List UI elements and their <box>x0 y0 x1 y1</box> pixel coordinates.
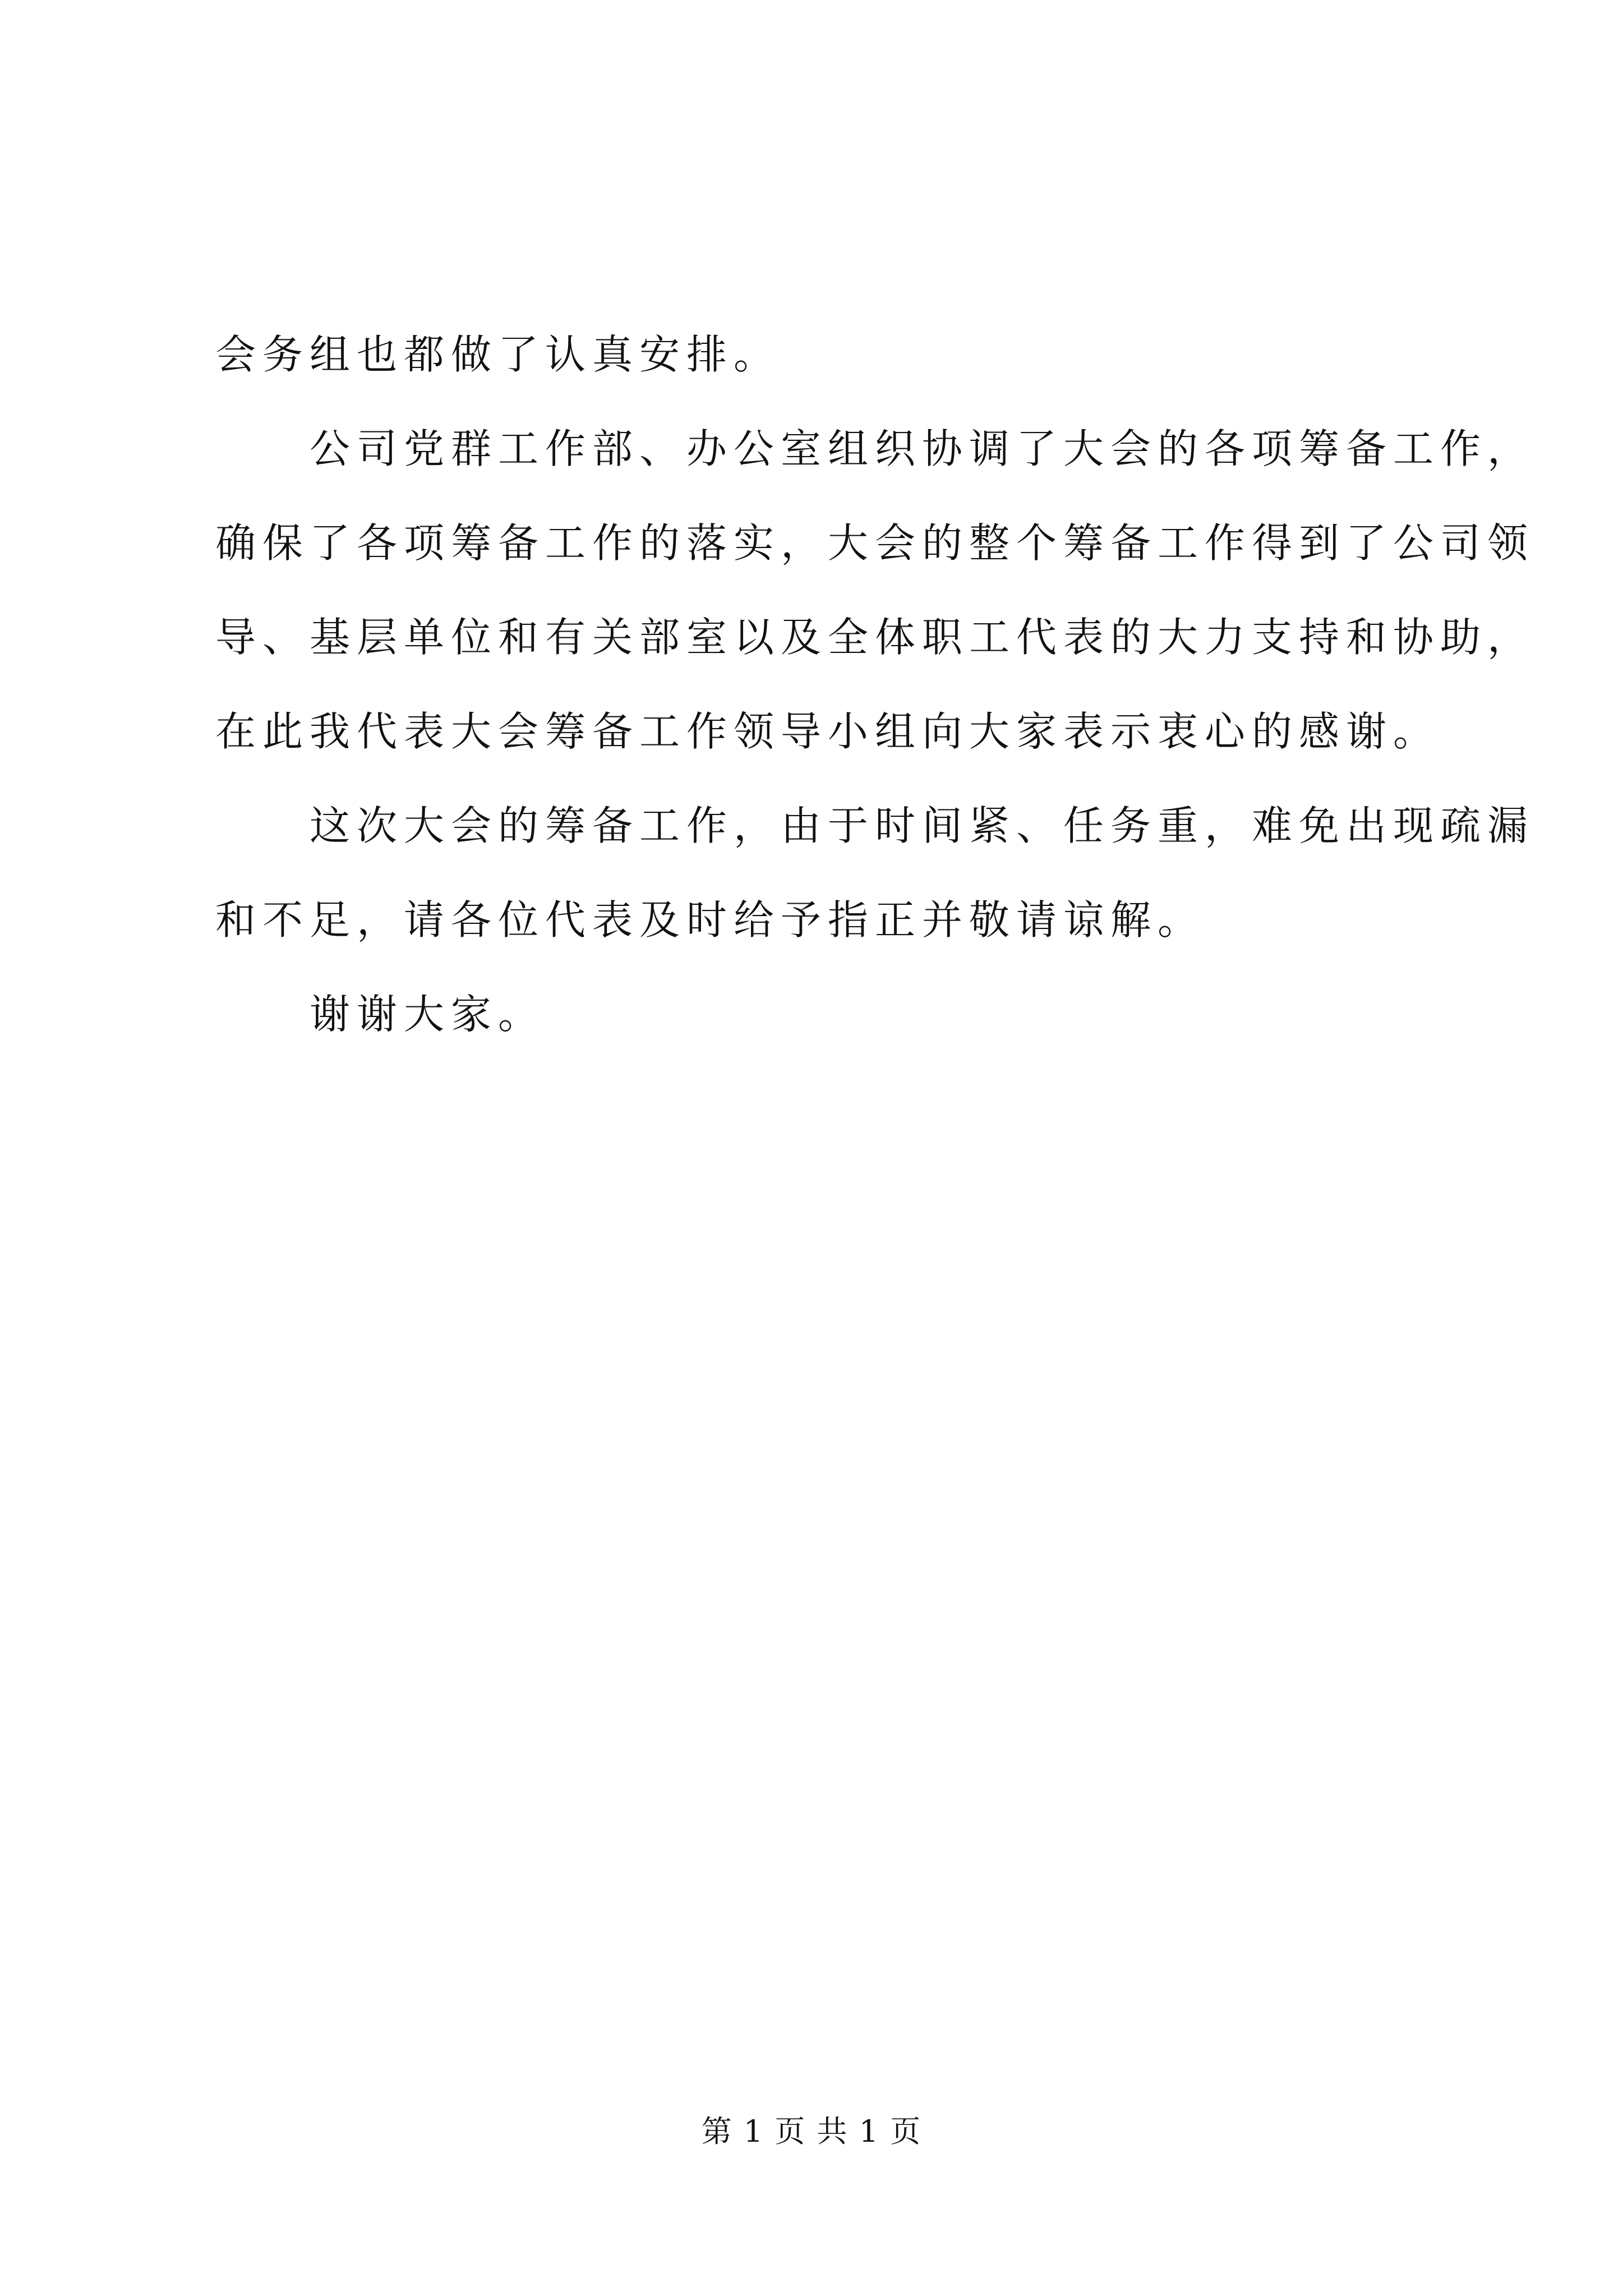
text-line: 会务组也都做了认真安排。 <box>215 331 781 378</box>
page-number-footer: 第 1 页 共 1 页 <box>701 2114 922 2149</box>
text-line: 在此我代表大会筹备工作领导小组向大家表示衷心的感谢。 <box>215 708 1441 755</box>
text-line: 公司党群工作部、办公室组织协调了大会的各项筹备工作， <box>310 425 1535 472</box>
text-line: 导、基层单位和有关部室以及全体职工代表的大力支持和协助， <box>215 614 1535 661</box>
text-line: 和不足，请各位代表及时给予指正并敬请谅解。 <box>215 896 1205 944</box>
text-line: 这次大会的筹备工作，由于时间紧、任务重，难免出现疏漏 <box>310 802 1535 849</box>
document-body <box>215 307 1535 1061</box>
text-line: 谢谢大家。 <box>310 991 546 1038</box>
text-line: 确保了各项筹备工作的落实，大会的整个筹备工作得到了公司领 <box>215 519 1535 567</box>
